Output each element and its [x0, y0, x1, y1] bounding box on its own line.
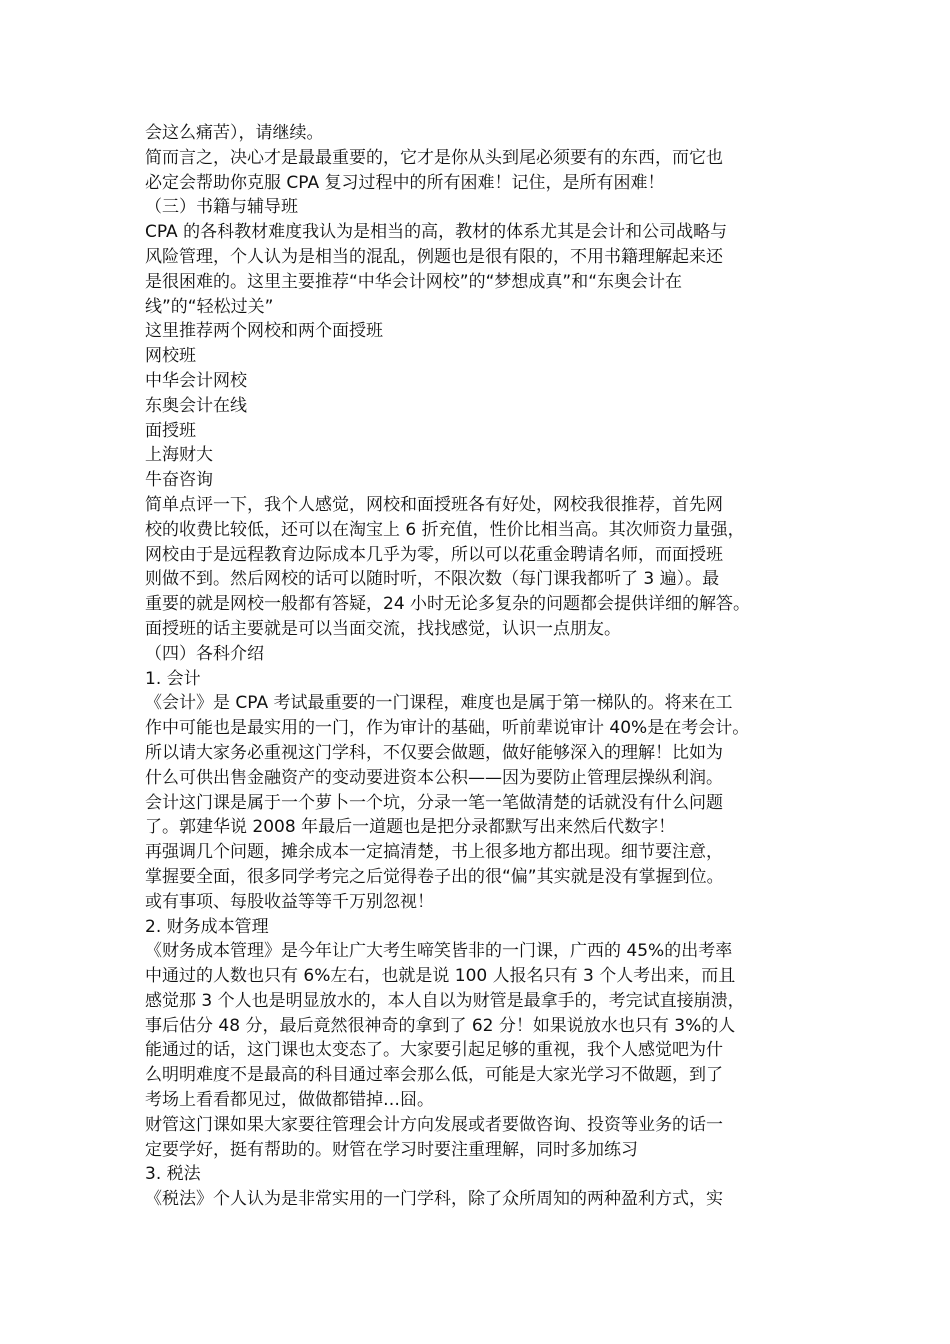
text-line: 简单点评一下，我个人感觉，网校和面授班各有好处，网校我很推荐，首先网 [145, 494, 723, 515]
list-item: 牛奋咨询 [145, 470, 213, 491]
text-line: 中通过的人数也只有 6%左右，也就是说 100 人报名只有 3 个人考出来，而且 [145, 966, 736, 987]
text-line: 《税法》个人认为是非常实用的一门学科，除了众所周知的两种盈利方式，实 [145, 1189, 723, 1210]
text-line: 《会计》是 CPA 考试最重要的一门课程，难度也是属于第一梯队的。将来在工 [145, 693, 733, 714]
list-item: 面授班 [145, 420, 196, 441]
subsection-heading: 2. 财务成本管理 [145, 916, 269, 937]
text-line: 简而言之，决心才是最最重要的，它才是你从头到尾必须要有的东西，而它也 [145, 147, 723, 168]
text-line: 再强调几个问题，摊余成本一定搞清楚，书上很多地方都出现。细节要注意， [145, 842, 723, 863]
text-line: 定要学好，挺有帮助的。财管在学习时要注重理解，同时多加练习 [145, 1139, 638, 1160]
text-line: 《财务成本管理》是今年让广大考生啼笑皆非的一门课，广西的 45%的出考率 [145, 941, 733, 962]
text-line: 则做不到。然后网校的话可以随时听，不限次数（每门课我都听了 3 遍）。最 [145, 569, 720, 590]
list-item: 网校班 [145, 346, 196, 367]
text-line: 事后估分 48 分，最后竟然很神奇的拿到了 62 分！如果说放水也只有 3%的人 [145, 1015, 736, 1036]
text-line: 是很困难的。这里主要推荐“中华会计网校”的“梦想成真”和“东奥会计在 [145, 271, 683, 292]
text-line: 么明明难度不是最高的科目通过率会那么低，可能是大家光学习不做题，到了 [145, 1065, 723, 1086]
text-line: 感觉那 3 个人也是明显放水的，本人自以为财管是最拿手的，考完试直接崩溃， [145, 990, 745, 1011]
text-line: 掌握要全面，很多同学考完之后觉得卷子出的很“偏”其实就是没有掌握到位。 [145, 866, 724, 887]
text-line: 财管这门课如果大家要往管理会计方向发展或者要做咨询、投资等业务的话一 [145, 1114, 723, 1135]
subsection-heading: 1. 会计 [145, 668, 201, 689]
text-line: 或有事项、每股收益等等千万别忽视！ [145, 891, 434, 912]
list-item: 中华会计网校 [145, 370, 247, 391]
text-line: 会这么痛苦），请继续。 [145, 123, 324, 143]
section-heading: （三）书籍与辅导班 [145, 197, 298, 218]
text-line: 考场上看看都见过，做做都错掉…囧。 [145, 1090, 434, 1111]
text-line: 会计这门课是属于一个萝卜一个坑，分录一笔一笔做清楚的话就没有什么问题 [145, 792, 723, 813]
section-heading: （四）各科介绍 [145, 643, 264, 664]
text-line: CPA 的各科教材难度我认为是相当的高，教材的体系尤其是会计和公司战略与 [145, 222, 728, 243]
text-line: 所以请大家务必重视这门学科，不仅要会做题，做好能够深入的理解！比如为 [145, 742, 723, 763]
text-line: 校的收费比较低，还可以在淘宝上 6 折充值，性价比相当高。其次师资力量强， [145, 519, 745, 540]
text-line: 必定会帮助你克服 CPA 复习过程中的所有困难！记住，是所有困难！ [145, 172, 665, 193]
text-line: 什么可供出售金融资产的变动要进资本公积——因为要防止管理层操纵利润。 [145, 767, 723, 788]
text-line: 风险管理，个人认为是相当的混乱，例题也是很有限的，不用书籍理解起来还 [145, 246, 723, 267]
text-line: 面授班的话主要就是可以当面交流，找找感觉，认识一点朋友。 [145, 618, 621, 639]
document-body [145, 121, 820, 1212]
list-item: 东奥会计在线 [145, 395, 247, 416]
text-line: 能通过的话，这门课也太变态了。大家要引起足够的重视，我个人感觉吧为什 [145, 1040, 723, 1061]
text-line: 作中可能也是最实用的一门，作为审计的基础，听前辈说审计 40%是在考会计。 [145, 718, 750, 739]
text-line: 网校由于是远程教育边际成本几乎为零，所以可以花重金聘请名师，而面授班 [145, 544, 723, 565]
list-item: 上海财大 [145, 445, 213, 466]
text-line: 线”的“轻松过关” [145, 296, 274, 317]
text-line: 了。郭建华说 2008 年最后一道题也是把分录都默写出来然后代数字！ [145, 817, 676, 838]
subsection-heading: 3. 税法 [145, 1164, 201, 1185]
text-line: 重要的就是网校一般都有答疑，24 小时无论多复杂的问题都会提供详细的解答。 [145, 594, 751, 615]
text-line: 这里推荐两个网校和两个面授班 [145, 321, 383, 342]
